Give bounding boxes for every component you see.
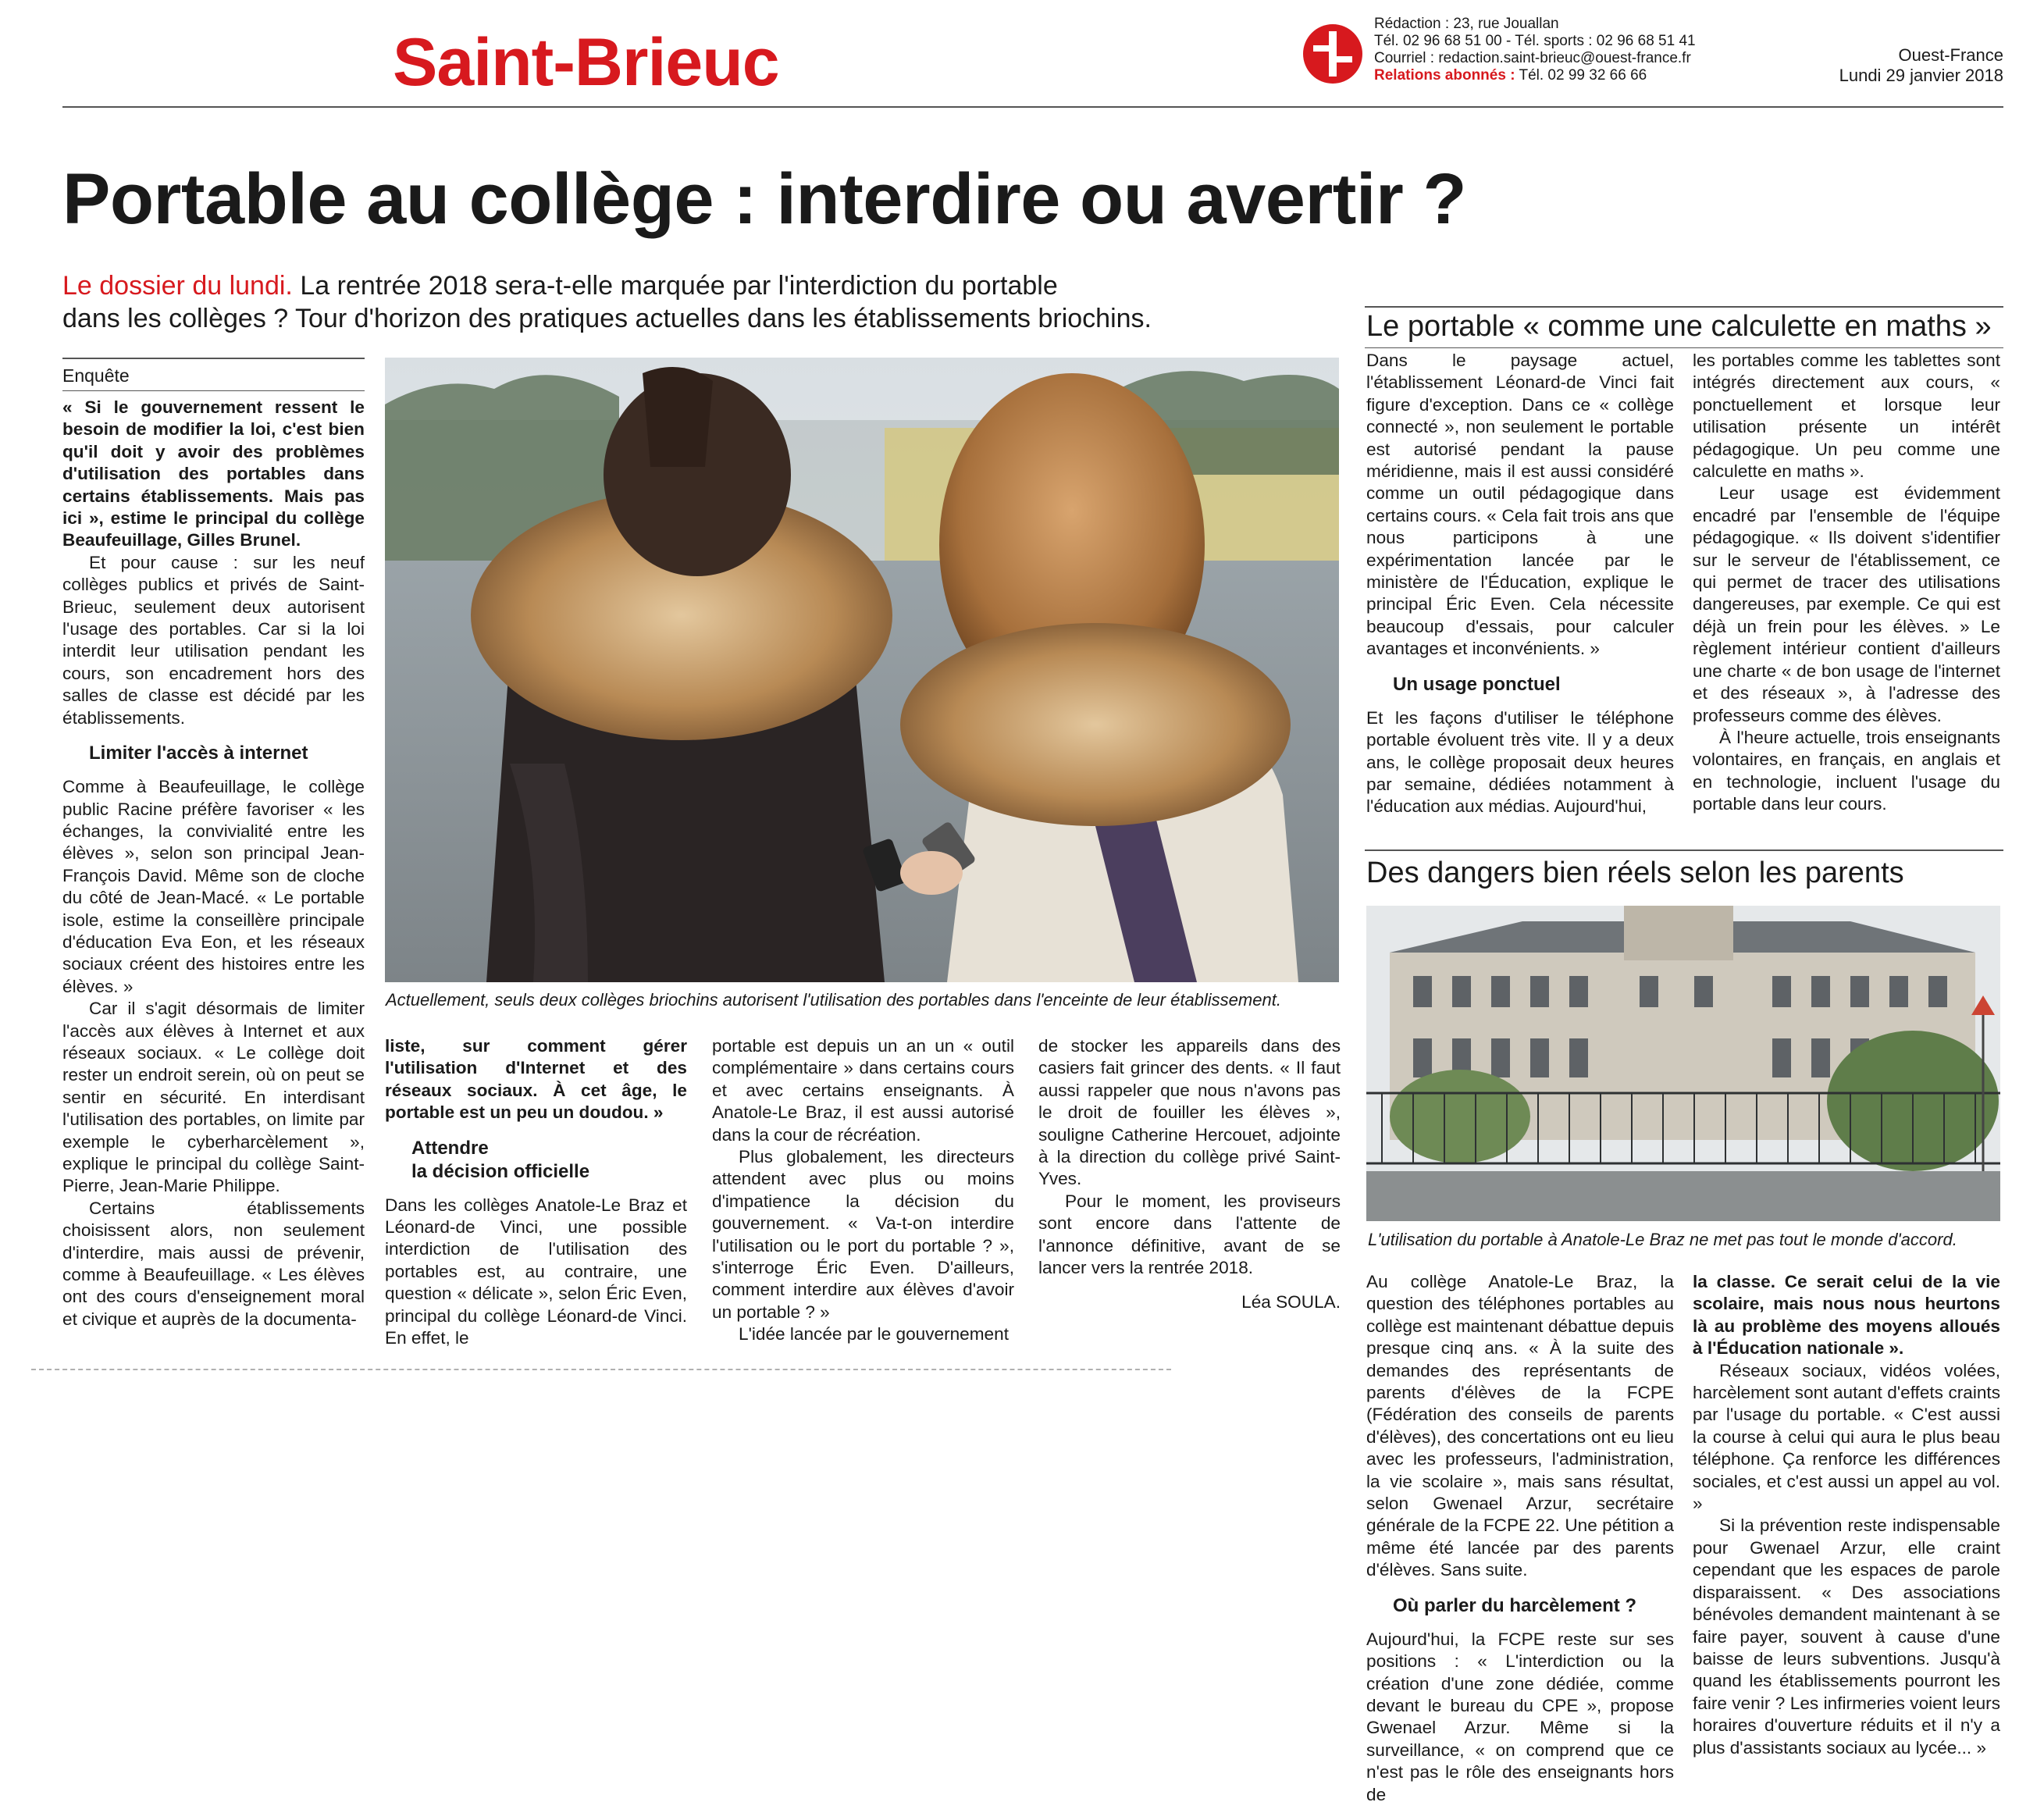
header-rule	[62, 106, 2003, 108]
box1-title-rule	[1365, 347, 2003, 348]
article-column-4	[1038, 1035, 1341, 1313]
box2-top-rule	[1365, 849, 2003, 851]
box1-right-paragraph-1: les portables comme les tablettes sont intégrés directement aux cours, « ponctuellement et lorsque leur utilisation présente un intérêt pédagogique. Un peu comme une calculette en maths ».	[1693, 351, 2000, 482]
box2-subheading: Où parler du harcèlement ?	[1393, 1594, 1637, 1616]
relations-phone: Tél. 02 99 32 66 66	[1519, 67, 1647, 84]
main-photo-caption: Actuellement, seuls deux collèges briochins autorisent l'utilisation des portables dans l'enceinte de leur établissement.	[386, 990, 1281, 1010]
box2-right-paragraph-2: Réseaux sociaux, vidéos volées, harcèlement sont autant d'effets craints par l'usage du portable. « C'est aussi la course à celui qui aura le plus beau téléphone. Ça renforce les différences sociales, et c'est aussi un appel au vol. »	[1693, 1360, 2000, 1514]
issue-date: Lundi 29 janvier 2018	[1839, 66, 2003, 85]
box2-column-right	[1693, 1271, 2000, 1759]
article-column-1	[62, 397, 365, 1330]
box1-column-right	[1693, 350, 2000, 816]
rubric-bottom-rule	[62, 390, 365, 391]
school-building-photo-icon	[1366, 906, 2000, 1221]
lead-line-2: dans les collèges ? Tour d'horizon des pratiques actuelles dans les établissements briochins.	[62, 304, 1152, 333]
col2-subheading-2: la décision officielle	[411, 1160, 590, 1182]
ouest-france-logo-icon	[1302, 23, 1363, 84]
box2-right-paragraph-3: Si la prévention reste indispensable pour Gwenael Arzur, elle craint cependant que les espaces de parole disparaissent. « Des associations bénévoles demandent maintenant à se faire payer, souvent à cause d'une baisse de leurs subventions. Jusqu'à quand les établissements pourront les faire venir ? Les infirmeries voient leurs horaires d'ouverture réduits et il n'y a plus d'assistants sociaux au lycée... »	[1693, 1515, 2000, 1758]
col1-paragraph-2: Et pour cause : sur les neuf collèges publics et privés de Saint-Brieuc, seulement deux autorisent l'usage des portables. Car si la loi interdit leur utilisation pendant les cours, son encadrement hors des salles de classe est décidé par les établissements.	[62, 552, 365, 728]
redaction-phone: Tél. 02 96 68 51 00 - Tél. sports : 02 96 68 51 41	[1374, 33, 1696, 49]
box1-subheading: Un usage ponctuel	[1393, 673, 1561, 695]
box1-top-rule	[1365, 306, 2003, 308]
redaction-email: Courriel : redaction.saint-brieuc@ouest-france.fr	[1374, 50, 1691, 66]
relations-label: Relations abonnés :	[1374, 67, 1515, 84]
article-bottom-rule	[31, 1369, 1171, 1370]
lead-line-1: La rentrée 2018 sera-t-elle marquée par l'interdiction du portable	[300, 271, 1058, 301]
section-title: Saint-Brieuc	[393, 25, 779, 100]
rubric-top-rule	[62, 358, 365, 359]
article-column-2	[385, 1035, 687, 1349]
col2-paragraph-2: Dans les collèges Anatole-Le Braz et Léonard-de Vinci, une possible interdiction de l'utilisation des portables est, au contraire, une question « délicate », selon Éric Even, principal du collège Léonard-de Vinci. En effet, le	[385, 1195, 687, 1348]
col3-paragraph-1: portable est depuis un an un « outil complémentaire » dans certains cours et avec certains enseignants. À Anatole-Le Braz, il est aussi autorisé dans la cour de récréation.	[712, 1036, 1014, 1145]
box2-photo	[1366, 906, 2000, 1221]
author-signature: Léa SOULA.	[1241, 1292, 1341, 1312]
col4-paragraph-1: de stocker les appareils dans des casiers fait grincer des dents. « Il faut aussi rappeler que nous n'avons pas le droit de fouiller les élèves », souligne Catherine Hercouet, adjointe à la direction du collège privé Saint-Yves.	[1038, 1036, 1341, 1189]
article-lead	[62, 269, 1152, 335]
col3-paragraph-3: L'idée lancée par le gouvernement	[739, 1324, 1009, 1345]
box2-title: Des dangers bien réels selon les parents	[1366, 857, 1904, 889]
redaction-address: Rédaction : 23, rue Jouallan	[1374, 16, 1559, 32]
box1-right-paragraph-2: Leur usage est évidemment encadré par l'ensemble de l'équipe pédagogique. « Ils doivent s'identifier sur le serveur de l'établissement, ce qui permet de tracer des utilisations dangereuses, par exemple. Ce qui est déjà un frein pour les élèves. » Le règlement intérieur contient d'ailleurs une charte « de bon usage de l'internet et des réseaux », à l'adresse des professeurs comme des élèves.	[1693, 483, 2000, 725]
students-phones-photo-icon	[385, 358, 1339, 982]
box2-column-left	[1366, 1271, 1674, 1806]
col1-paragraph-3: Comme à Beaufeuillage, le collège public Racine préfère favoriser « les échanges, la convivialité entre les élèves », selon son principal Jean-François David. Même son de cloche du côté de Jean-Macé. « Le portable isole, estime la conseillère principale d'éducation Eva Eon, et les réseaux sociaux créent des histoires entre les élèves. »	[62, 777, 365, 996]
box2-photo-caption: L'utilisation du portable à Anatole-Le Braz ne met pas tout le monde d'accord.	[1368, 1230, 1957, 1249]
main-photo	[385, 358, 1339, 982]
box1-right-paragraph-3: À l'heure actuelle, trois enseignants volontaires, en français, en anglais et en technologie, incluent l'usage du portable dans leur cours.	[1693, 727, 2000, 814]
rubric-label: Enquête	[62, 365, 130, 386]
col3-paragraph-2: Plus globalement, les directeurs attendent avec plus ou moins d'impatience la décision du gouvernement. « Va-t-on interdire l'utilisation ou le port du portable ? », s'interroge Éric Even. D'ailleurs, comment interdire aux élèves d'avoir un portable ? »	[712, 1147, 1014, 1322]
col2-paragraph-1: liste, sur comment gérer l'utilisation d'Internet et des réseaux sociaux. À cet âge, le portable est un peu un doudou. »	[385, 1036, 687, 1123]
paper-name: Ouest-France	[1898, 45, 2003, 65]
box2-right-paragraph-1: la classe. Ce serait celui de la vie scolaire, mais nous nous heurtons là au problème des moyens alloués à l'Éducation nationale ».	[1693, 1272, 2000, 1359]
col4-paragraph-2: Pour le moment, les proviseurs sont encore dans l'attente de l'annonce définitive, avant de se lancer vers la rentrée 2018.	[1038, 1191, 1341, 1278]
box1-left-paragraph-1: Dans le paysage actuel, l'établissement Léonard-de Vinci fait figure d'exception. Dans ce « collège connecté », non seulement le portable est autorisé pendant la pause méridienne, mais il est aussi considéré comme un outil pédagogique dans certains cours. « Cela fait trois ans que nous participons à une expérimentation lancée par le ministère de l'Éducation, explique le principal Éric Even. Cela nécessite beaucoup d'essais, pour calculer avantages et inconvénients. »	[1366, 351, 1674, 659]
article-title: Portable au collège : interdire ou avertir ?	[62, 159, 1467, 239]
col1-paragraph-5: Certains établissements choisissent alors, non seulement d'interdire, mais aussi de prévenir, comme à Beaufeuillage. « Les élèves ont des cours d'enseignement moral et civique et auprès de la documenta-	[62, 1198, 365, 1329]
col2-subheading-1: Attendre	[411, 1137, 489, 1159]
col1-paragraph-1: « Si le gouvernement ressent le besoin de modifier la loi, c'est bien qu'il doit y avoir des problèmes d'utilisation des portables dans certains établissements. Mais pas ici », estime le principal du collège Beaufeuillage, Gilles Brunel.	[62, 397, 365, 550]
col1-paragraph-4: Car il s'agit désormais de limiter l'accès aux élèves à Internet et aux réseaux sociaux. « Le collège doit rester un endroit serein, où on peut se sentir en sécurité. En interdisant l'utilisation des portables, on limite par exemple le cyberharcèlement », explique le principal du collège Saint-Pierre, Jean-Marie Philippe.	[62, 999, 365, 1196]
box1-left-paragraph-2: Et les façons d'utiliser le téléphone portable évoluent très vite. Il y a deux ans, le collège proposait deux heures par semaine, dédiées notamment à l'éducation aux médias. Aujourd'hui,	[1366, 707, 1674, 817]
lead-kicker: Le dossier du lundi.	[62, 271, 293, 301]
box1-title: Le portable « comme une calculette en maths »	[1366, 310, 1992, 343]
box2-left-paragraph-1: Au collège Anatole-Le Braz, la question des téléphones portables au collège est maintenant débattue depuis presque cinq ans. « À la suite des demandes des représentants de parents d'élèves de la FCPE (Fédération des conseils de parents d'élèves), des concertations ont eu lieu avec les professeurs, l'administration, la vie scolaire », mais sans résultat, selon Gwenael Arzur, secrétaire générale de la FCPE 22. Une pétition a même été lancée par des parents d'élèves. Sans suite.	[1366, 1272, 1674, 1580]
contact-block	[1374, 16, 1696, 84]
article-column-3	[712, 1035, 1014, 1346]
box1-column-left	[1366, 350, 1674, 818]
box2-left-paragraph-2: Aujourd'hui, la FCPE reste sur ses positions : « L'interdiction ou la création d'une zone dédiée, comme devant le bureau du CPE », propose Gwenael Arzur. Même si la surveillance, « on comprend que ce n'est pas le rôle des enseignants hors de	[1366, 1629, 1674, 1804]
col1-subheading: Limiter l'accès à internet	[89, 743, 308, 764]
